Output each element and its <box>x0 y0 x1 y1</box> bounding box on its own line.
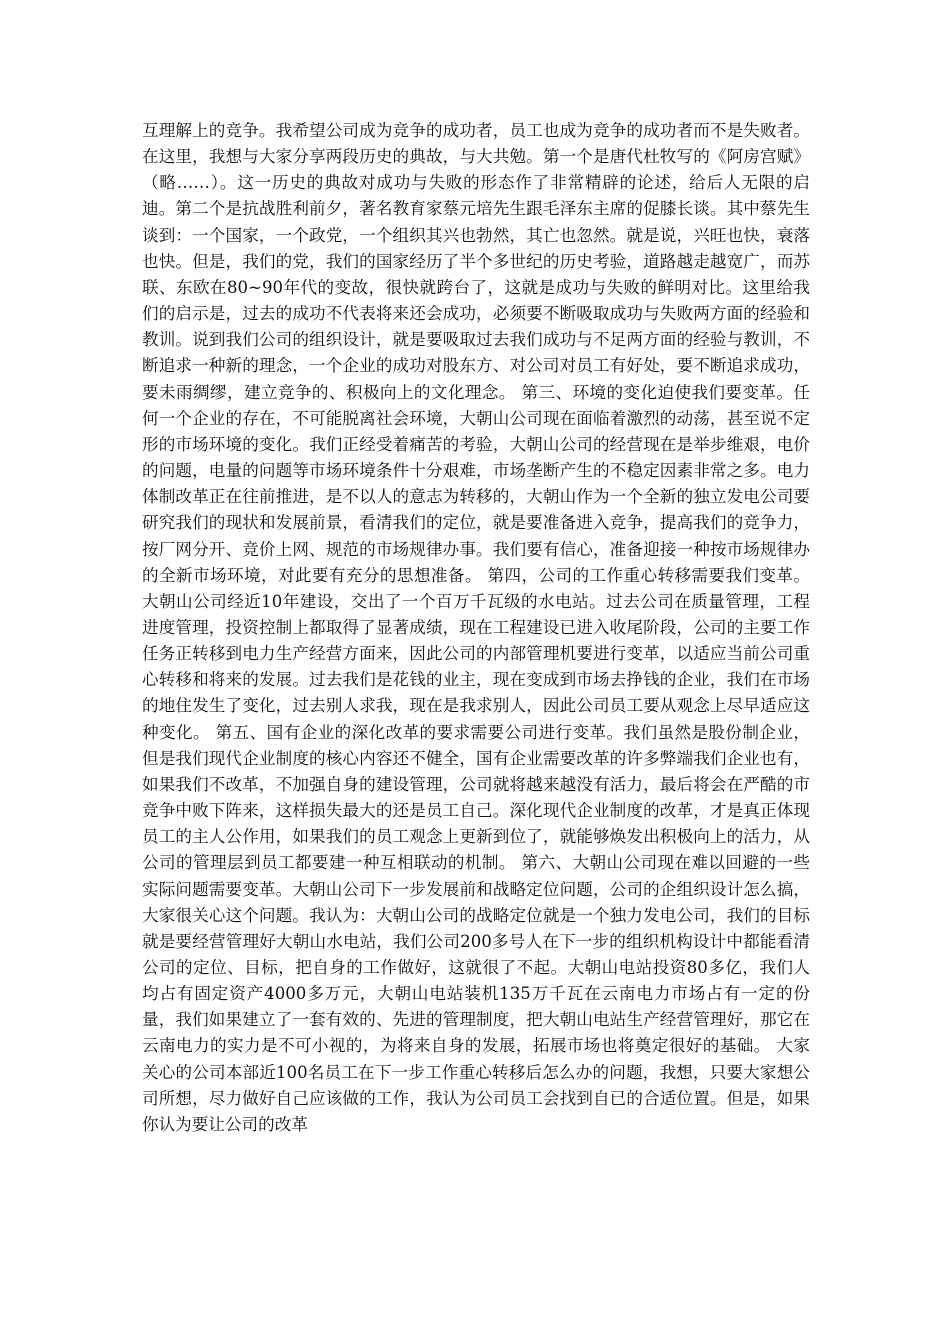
body-paragraph: 互理解上的竞争。我希望公司成为竞争的成功者，员工也成为竞争的成功者而不是失败者。在这里，我想与大家分享两段历史的典故，与大共勉。第一个是唐代杜牧写的《阿房宫赋》（略……）。这一历史的典故对成功与失败的形态作了非常精辟的论述，给后人无限的启迪。第二个是抗战胜利前夕，著名教育家蔡元培先生跟毛泽东主席的促膝长谈。其中蔡先生谈到：一个国家，一个政党，一个组织其兴也勃然，其亡也忽然。就是说，兴旺也快，衰落也快。但是，我们的党，我们的国家经历了半个多世纪的历史考验，道路越走越宽广，而苏联、东欧在80~90年代的变故，很快就跨台了，这就是成功与失败的鲜明对比。这里给我们的启示是，过去的成功不代表将来还会成功，必须要不断吸取成功与失败两方面的经验和教训。说到我们公司的组织设计，就是要吸取过去我们成功与不足两方面的经验与教训，不断追求一种新的理念，一个企业的成功对股东方、对公司对员工有好处，要不断追求成功，要未雨绸缪，建立竞争的、积极向上的文化理念。 第三、环境的变化迫使我们要变革。任何一个企业的存在，不可能脱离社会环境，大朝山公司现在面临着激烈的动荡，甚至说不定形的市场环境的变化。我们正经受着痛苦的考验，大朝山公司的经营现在是举步维艰，电价的问题，电量的问题等市场环境条件十分艰难，市场垄断产生的不稳定因素非常之多。电力体制改革正在往前推进，是不以人的意志为转移的，大朝山作为一个全新的独立发电公司要研究我们的现状和发展前景，看清我们的定位，就是要准备进入竞争，提高我们的竞争力，按厂网分开、竞价上网、规范的市场规律办事。我们要有信心，准备迎接一种按市场规律办的全新市场环境，对此要有充分的思想准备。 第四，公司的工作重心转移需要我们变革。大朝山公司经近10年建设，交出了一个百万千瓦级的水电站。过去公司在质量管理，工程进度管理，投资控制上都取得了显著成绩，现在工程建设已进入收尾阶段，公司的主要工作任务正转移到电力生产经营方面来，因此公司的内部管理机要进行变革，以适应当前公司重心转移和将来的发展。过去我们是花钱的业主，现在变成到市场去挣钱的企业，我们在市场的地住发生了变化，过去别人求我，现在是我求别人，因此公司员工要从观念上尽早适应这种变化。 第五、国有企业的深化改革的要求需要公司进行变革。我们虽然是股份制企业，但是我们现代企业制度的核心内容还不健全，国有企业需要改革的许多弊端我们企业也有，如果我们不改革，不加强自身的建设管理，公司就将越来越没有活力，最后将会在严酷的市竞争中败下阵来，这样损失最大的还是员工自己。深化现代企业制度的改革，才是真正体现员工的主人公作用，如果我们的员工观念上更新到位了，就能够焕发出积极向上的活力，从公司的管理层到员工都要建一种互相联动的机制。 第六、大朝山公司现在难以回避的一些实际问题需要变革。大朝山公司下一步发展前和战略定位问题，公司的企组织设计怎么搞，大家很关心这个问题。我认为：大朝山公司的战略定位就是一个独力发电公司，我们的目标就是要经营管理好大朝山水电站，我们公司200多号人在下一步的组织机构设计中都能看清公司的定位、目标，把自身的工作做好，这就很了不起。大朝山电站投资80多亿，我们人均占有固定资产4000多万元，大朝山电站装机135万千瓦在云南电力市场占有一定的份量，我们如果建立了一套有效的、先进的管理制度，把大朝山电站生产经营管理好，那它在云南电力的实力是不可小视的，为将来自身的发展，拓展市场也将奠定很好的基础。 大家关心的公司本部近100名员工在下一步工作重心转移后怎么办的问题，我想，只要大家想公司所想，尽力做好自己应该做的工作，我认为公司员工会找到自已的合适位置。但是，如果你认为要让公司的改革 <box>142 121 810 1134</box>
